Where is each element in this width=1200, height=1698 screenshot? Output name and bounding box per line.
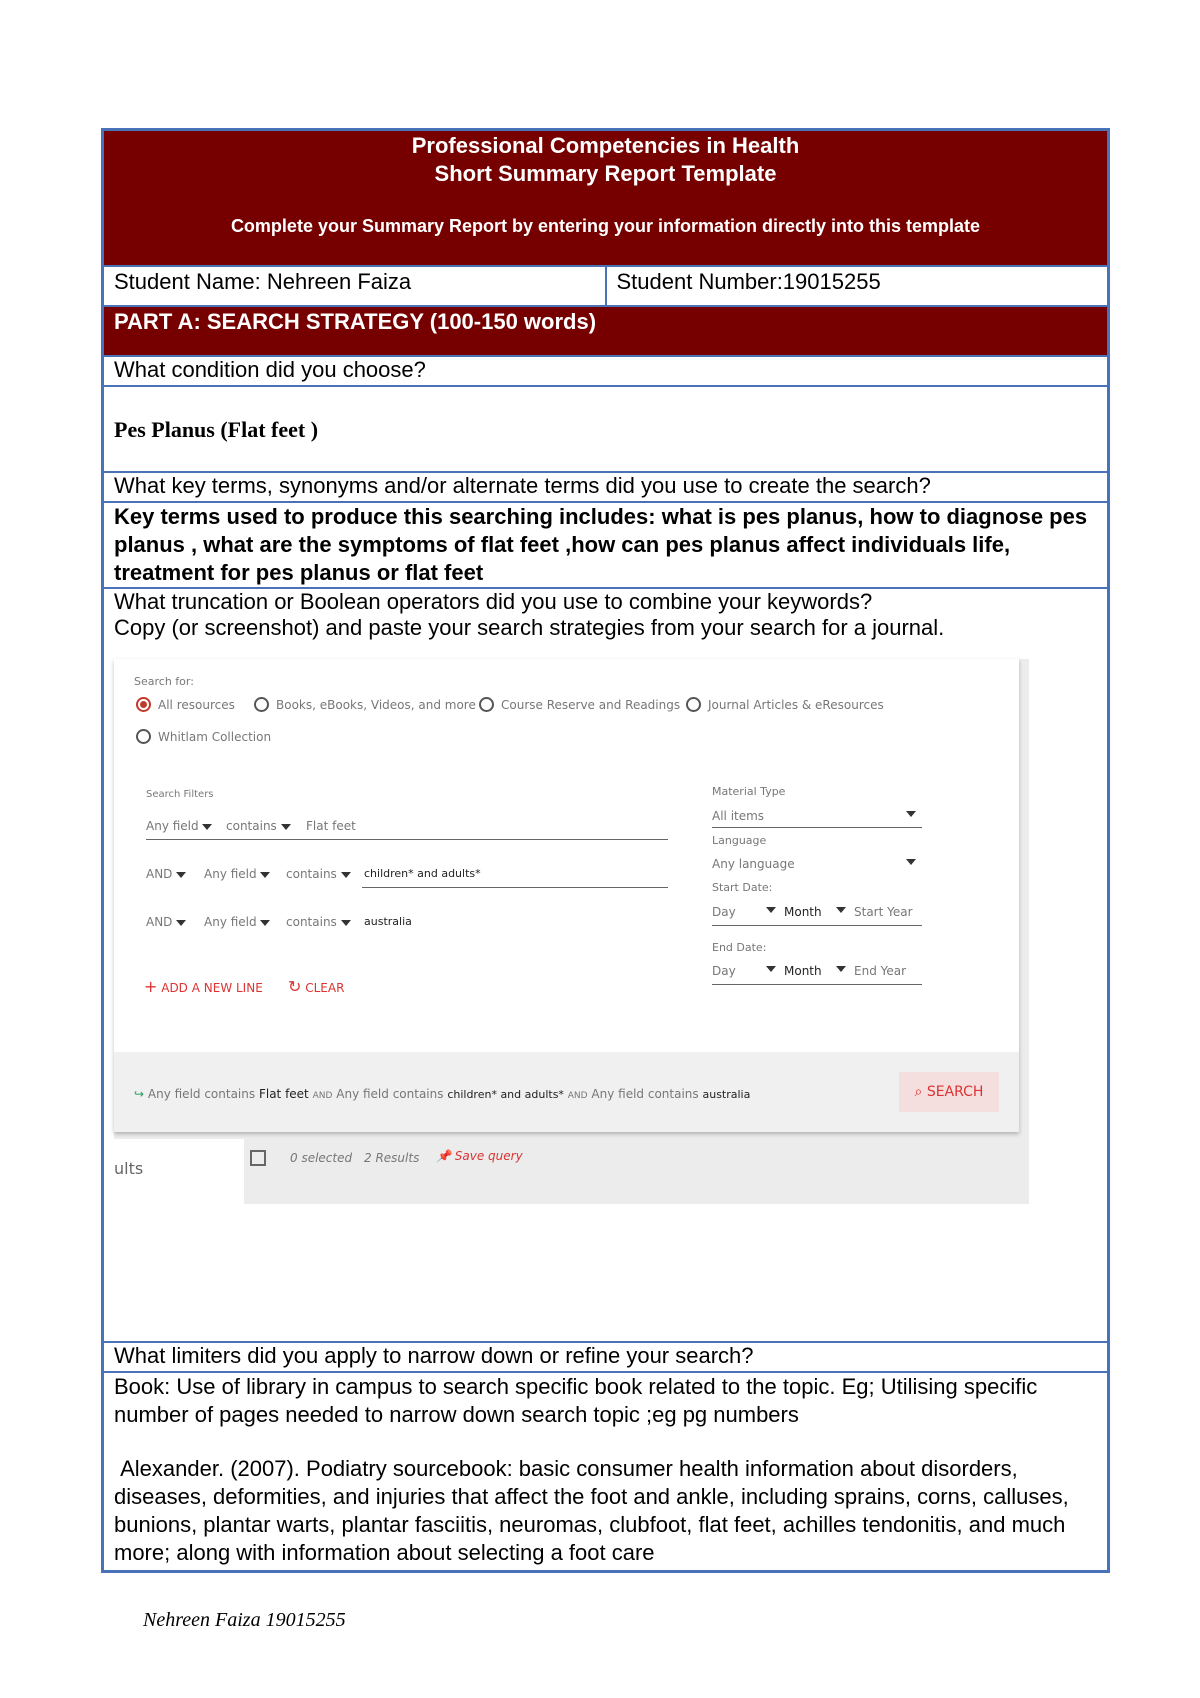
start-date-label: Start Date: bbox=[712, 881, 773, 894]
material-type-select[interactable]: All items bbox=[712, 809, 765, 823]
line1-cond-text: contains bbox=[226, 819, 277, 833]
summary-part2: Any field contains bbox=[336, 1087, 444, 1101]
clear-button[interactable] bbox=[288, 977, 344, 996]
line3-term[interactable]: australia bbox=[364, 915, 412, 928]
answer-limiters-para2: Alexander. (2007). Podiatry sourcebook: basic consumer health information about disorders, diseases, deformities, and injuries that affect the foot and ankle, including sprains, corns, calluses, bunions, plantar warts, plantar fasciitis, neuromas, clubfoot, flat feet, achilles tendonitis, and much more; along with information about selecting a foot care bbox=[114, 1456, 1075, 1565]
dropdown-arrow-icon bbox=[341, 872, 351, 878]
header-title-line2: Short Summary Report Template bbox=[434, 161, 777, 186]
line1-term[interactable]: Flat feet bbox=[306, 819, 356, 833]
answer-condition: Pes Planus (Flat feet ) bbox=[114, 417, 319, 442]
dropdown-arrow-icon bbox=[260, 920, 270, 926]
search-filters-label: Search Filters bbox=[146, 789, 214, 800]
radio-all-resources[interactable] bbox=[136, 697, 151, 712]
radio-label-books: Books, eBooks, Videos, and more bbox=[276, 698, 476, 712]
line1-field-text: Any field bbox=[146, 819, 199, 833]
radio-label-all: All resources bbox=[158, 698, 235, 712]
dropdown-arrow-icon bbox=[176, 872, 186, 878]
material-type-label: Material Type bbox=[712, 785, 786, 798]
end-year-input[interactable]: End Year bbox=[854, 964, 907, 978]
line3-cond-text: contains bbox=[286, 915, 337, 929]
summary-term3: australia bbox=[702, 1088, 751, 1101]
summary-term1: Flat feet bbox=[258, 1087, 309, 1101]
dropdown-arrow-icon bbox=[836, 907, 846, 913]
start-day[interactable]: Day bbox=[712, 905, 736, 919]
radio-label-course: Course Reserve and Readings bbox=[501, 698, 681, 712]
report-template-table bbox=[101, 128, 1110, 1573]
select-all-checkbox[interactable] bbox=[250, 1150, 266, 1166]
plus-icon: + bbox=[144, 977, 158, 996]
radio-whitlam[interactable] bbox=[136, 729, 151, 744]
dropdown-arrow-icon bbox=[202, 824, 212, 830]
results-count: 2 Results bbox=[364, 1151, 420, 1165]
line3-field-text: Any field bbox=[204, 915, 257, 929]
clear-label: CLEAR bbox=[305, 981, 345, 995]
dropdown-arrow-icon bbox=[176, 920, 186, 926]
start-date-underline bbox=[712, 925, 922, 926]
pin-icon: 📌 bbox=[436, 1149, 451, 1163]
arrow-icon: ↪ bbox=[134, 1087, 145, 1101]
summary-part3: Any field contains bbox=[591, 1087, 699, 1101]
start-month[interactable]: Month bbox=[784, 905, 822, 919]
selected-count: 0 selected bbox=[290, 1151, 353, 1165]
dropdown-arrow-icon bbox=[766, 966, 776, 972]
save-query-button[interactable] bbox=[436, 1149, 523, 1163]
end-date-label: End Date: bbox=[712, 941, 767, 954]
line3-field[interactable] bbox=[204, 915, 270, 929]
student-number: Student Number:19015255 bbox=[616, 269, 881, 294]
question-key-terms: What key terms, synonyms and/or alternate terms did you use to create the search? bbox=[104, 473, 1107, 503]
header-title-line1: Professional Competencies in Health bbox=[411, 133, 800, 158]
stray-text: ults bbox=[114, 1159, 144, 1178]
student-name: Student Name: Nehreen Faiza bbox=[104, 267, 607, 305]
search-screenshot bbox=[114, 659, 1029, 1204]
language-select[interactable]: Any language bbox=[712, 857, 795, 871]
line2-field-text: Any field bbox=[204, 867, 257, 881]
answer-condition-cell bbox=[104, 387, 1107, 473]
line3-cond[interactable] bbox=[286, 915, 351, 929]
material-underline bbox=[712, 827, 922, 828]
line1-underline bbox=[146, 839, 668, 840]
answer-limiters-para1: Book: Use of library in campus to search specific book related to the topic. Eg; Utilising specific number of pages needed to narrow down search topic ;eg pg numbers bbox=[114, 1374, 1038, 1427]
summary-and2: AND bbox=[567, 1091, 588, 1101]
language-label: Language bbox=[712, 834, 767, 847]
dropdown-arrow-icon bbox=[906, 859, 916, 865]
radio-course-reserve[interactable] bbox=[479, 697, 494, 712]
save-query-label: Save query bbox=[454, 1149, 523, 1163]
line2-field[interactable] bbox=[204, 867, 270, 881]
footer-name: Nehreen Faiza 19015255 bbox=[143, 1609, 346, 1631]
dropdown-arrow-icon bbox=[341, 920, 351, 926]
line2-cond-text: contains bbox=[286, 867, 337, 881]
line3-op[interactable] bbox=[146, 915, 186, 929]
line1-field[interactable] bbox=[146, 819, 212, 833]
summary-and1: AND bbox=[312, 1091, 333, 1101]
search-button-label: SEARCH bbox=[926, 1084, 984, 1100]
query-summary bbox=[134, 1087, 750, 1101]
radio-journal-articles[interactable] bbox=[686, 697, 701, 712]
add-new-line-button[interactable] bbox=[144, 977, 263, 996]
line2-op-text: AND bbox=[146, 867, 173, 881]
summary-term2: children* and adults* bbox=[447, 1088, 564, 1101]
part-a-heading: PART A: SEARCH STRATEGY (100-150 words) bbox=[104, 307, 1107, 355]
dropdown-arrow-icon bbox=[906, 811, 916, 817]
boolean-screenshot-cell bbox=[104, 589, 1107, 1343]
question-boolean-line2: Copy (or screenshot) and paste your search strategies from your search for a journal. bbox=[114, 615, 945, 640]
add-new-line-label: ADD A NEW LINE bbox=[161, 981, 263, 995]
search-icon: ⌕ bbox=[914, 1084, 923, 1100]
end-date-underline bbox=[712, 984, 922, 985]
student-info-row bbox=[104, 267, 1107, 307]
line2-underline bbox=[362, 887, 668, 888]
question-boolean-line1: What truncation or Boolean operators did you use to combine your keywords? bbox=[114, 589, 873, 614]
line1-cond[interactable] bbox=[226, 819, 291, 833]
question-limiters: What limiters did you apply to narrow down or refine your search? bbox=[104, 1343, 1107, 1373]
answer-key-terms: Key terms used to produce this searching includes: what is pes planus, how to diagnose pes planus , what are the symptoms of flat feet ,how can pes planus affect individuals life, treatment for pes planus or flat feet bbox=[104, 503, 1107, 589]
refresh-icon: ↻ bbox=[288, 977, 302, 996]
header-instruction: Complete your Summary Report by entering your information directly into this template bbox=[230, 216, 981, 236]
dropdown-arrow-icon bbox=[260, 872, 270, 878]
start-year-input[interactable]: Start Year bbox=[854, 905, 913, 919]
end-day[interactable]: Day bbox=[712, 964, 736, 978]
search-button[interactable] bbox=[899, 1072, 999, 1112]
dropdown-arrow-icon bbox=[281, 824, 291, 830]
dropdown-arrow-icon bbox=[836, 966, 846, 972]
radio-label-journal: Journal Articles & eResources bbox=[708, 698, 884, 712]
question-condition: What condition did you choose? bbox=[104, 355, 1107, 387]
search-card bbox=[114, 659, 1019, 1132]
dropdown-arrow-icon bbox=[766, 907, 776, 913]
radio-label-whitlam: Whitlam Collection bbox=[158, 730, 272, 744]
report-header bbox=[104, 131, 1107, 267]
summary-part1: Any field contains bbox=[147, 1087, 256, 1101]
line2-cond[interactable] bbox=[286, 867, 351, 881]
search-for-label: Search for: bbox=[134, 675, 194, 688]
line3-op-text: AND bbox=[146, 915, 173, 929]
line2-op[interactable] bbox=[146, 867, 186, 881]
answer-limiters bbox=[104, 1373, 1107, 1570]
line2-term[interactable]: children* and adults* bbox=[364, 867, 481, 880]
radio-books[interactable] bbox=[254, 697, 269, 712]
end-month[interactable]: Month bbox=[784, 964, 822, 978]
